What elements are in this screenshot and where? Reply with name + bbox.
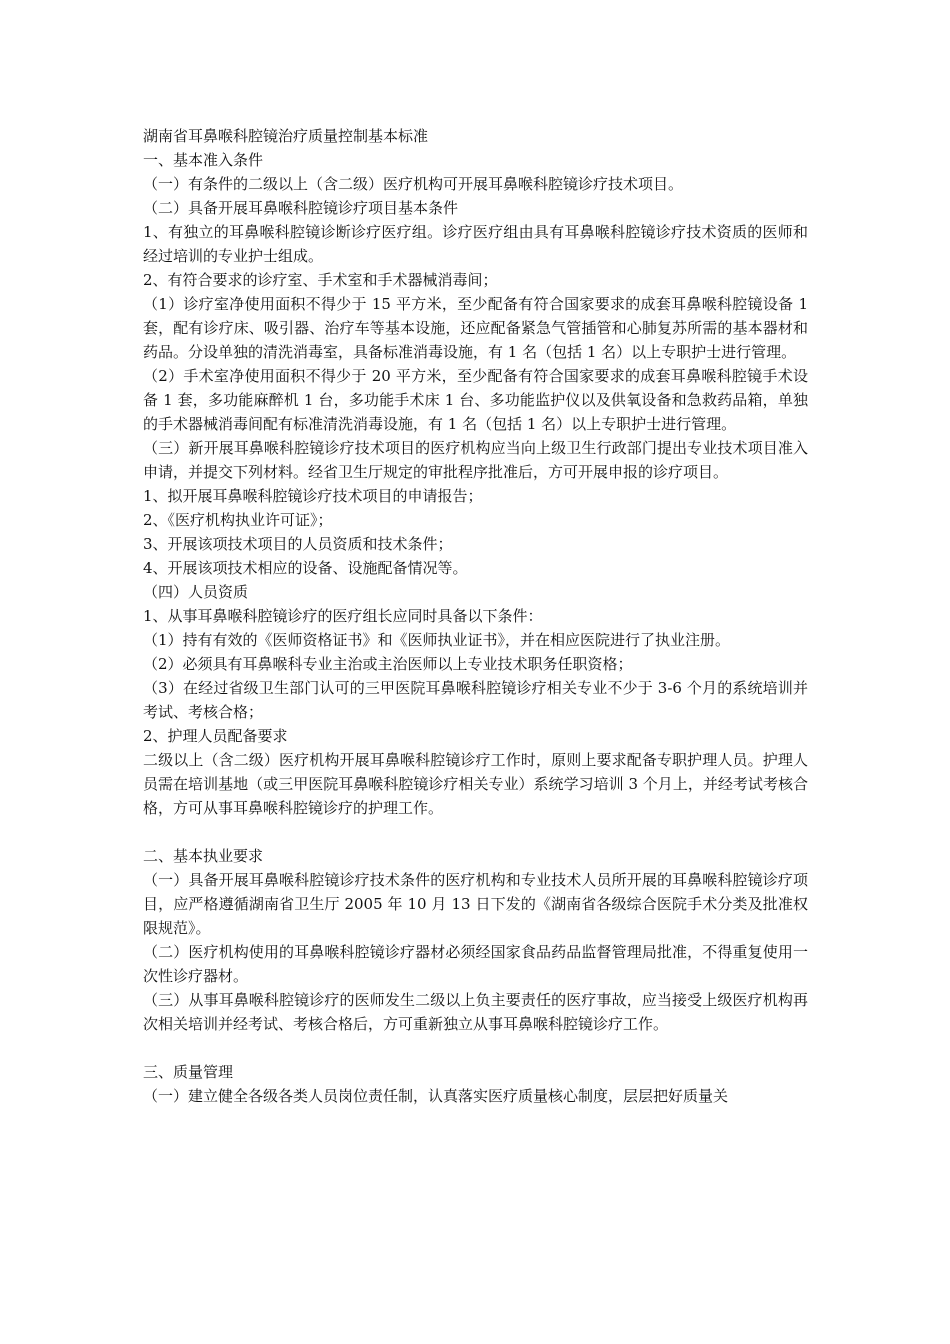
- paragraph: （三）新开展耳鼻喉科腔镜诊疗技术项目的医疗机构应当向上级卫生行政部门提出专业技术项目准入申请，并提交下列材料。经省卫生厅规定的审批程序批准后，方可开展申报的诊疗项目。: [143, 439, 808, 481]
- paragraph: （2）必须具有耳鼻喉科专业主治或主治医师以上专业技术职务任职资格；: [143, 655, 633, 673]
- paragraph: 2、护理人员配备要求: [143, 727, 288, 745]
- paragraph: 1、从事耳鼻喉科腔镜诊疗的医疗组长应同时具备以下条件：: [143, 607, 543, 625]
- paragraph: 3、开展该项技术项目的人员资质和技术条件；: [143, 535, 453, 553]
- paragraph: 2、《医疗机构执业许可证》；: [143, 511, 333, 529]
- paragraph: （三）从事耳鼻喉科腔镜诊疗的医师发生二级以上负主要责任的医疗事故，应当接受上级医疗机构再次相关培训并经考试、考核合格后，方可重新独立从事耳鼻喉科腔镜诊疗工作。: [143, 991, 808, 1033]
- section-2-heading: 二、基本执业要求: [143, 847, 264, 865]
- paragraph-gap: [143, 820, 808, 844]
- paragraph: （2）手术室净使用面积不得少于 20 平方米，至少配备有符合国家要求的成套耳鼻喉科腔镜手术设备 1 套，多功能麻醉机 1 台，多功能手术床 1 台、多功能监护仪以及供氧设备和急救药品箱，单独的手术器械消毒间配有标准清洗消毒设施，有 1 名（包括 1 名）以上专职护士进行管理。: [143, 367, 808, 433]
- paragraph: （一）建立健全各级各类人员岗位责任制，认真落实医疗质量核心制度，层层把好质量关: [143, 1087, 729, 1105]
- paragraph: 4、开展该项技术相应的设备、设施配备情况等。: [143, 559, 468, 577]
- paragraph: 1、有独立的耳鼻喉科腔镜诊断诊疗医疗组。诊疗医疗组由具有耳鼻喉科腔镜诊疗技术资质的医师和经过培训的专业护士组成。: [143, 223, 808, 265]
- paragraph-gap: [143, 1036, 808, 1060]
- section-3-heading: 三、质量管理: [143, 1063, 234, 1081]
- paragraph: （二）具备开展耳鼻喉科腔镜诊疗项目基本条件: [143, 199, 459, 217]
- document-title: 湖南省耳鼻喉科腔镜治疗质量控制基本标准: [143, 127, 429, 145]
- paragraph: （四）人员资质: [143, 583, 249, 601]
- paragraph: 2、有符合要求的诊疗室、手术室和手术器械消毒间；: [143, 271, 498, 289]
- paragraph: （一）具备开展耳鼻喉科腔镜诊疗技术条件的医疗机构和专业技术人员所开展的耳鼻喉科腔镜诊疗项目，应严格遵循湖南省卫生厅 2005 年 10 月 13 日下发的《湖南省各级综合医院手术分类及批准权限规范》。: [143, 871, 808, 937]
- paragraph: （3）在经过省级卫生部门认可的三甲医院耳鼻喉科腔镜诊疗相关专业不少于 3-6 个月的系统培训并考试、考核合格；: [143, 679, 808, 721]
- paragraph: 1、拟开展耳鼻喉科腔镜诊疗技术项目的申请报告；: [143, 487, 483, 505]
- paragraph: （一）有条件的二级以上（含二级）医疗机构可开展耳鼻喉科腔镜诊疗技术项目。: [143, 175, 684, 193]
- paragraph: 二级以上（含二级）医疗机构开展耳鼻喉科腔镜诊疗工作时，原则上要求配备专职护理人员。护理人员需在培训基地（或三甲医院耳鼻喉科腔镜诊疗相关专业）系统学习培训 3 个月上，并经考试考核合格，方可从事耳鼻喉科腔镜诊疗的护理工作。: [143, 751, 808, 817]
- paragraph: （1）持有有效的《医师资格证书》和《医师执业证书》，并在相应医院进行了执业注册。: [143, 631, 731, 649]
- document-page: [143, 124, 808, 1108]
- paragraph: （二）医疗机构使用的耳鼻喉科腔镜诊疗器材必须经国家食品药品监督管理局批准，不得重复使用一次性诊疗器材。: [143, 943, 808, 985]
- paragraph: （1）诊疗室净使用面积不得少于 15 平方米，至少配备有符合国家要求的成套耳鼻喉科腔镜设备 1 套，配有诊疗床、吸引器、治疗车等基本设施，还应配备紧急气管插管和心肺复苏所需的基本器材和药品。分设单独的清洗消毒室，具备标准消毒设施，有 1 名（包括 1 名）以上专职护士进行管理。: [143, 295, 808, 361]
- section-1-heading: 一、基本准入条件: [143, 151, 264, 169]
